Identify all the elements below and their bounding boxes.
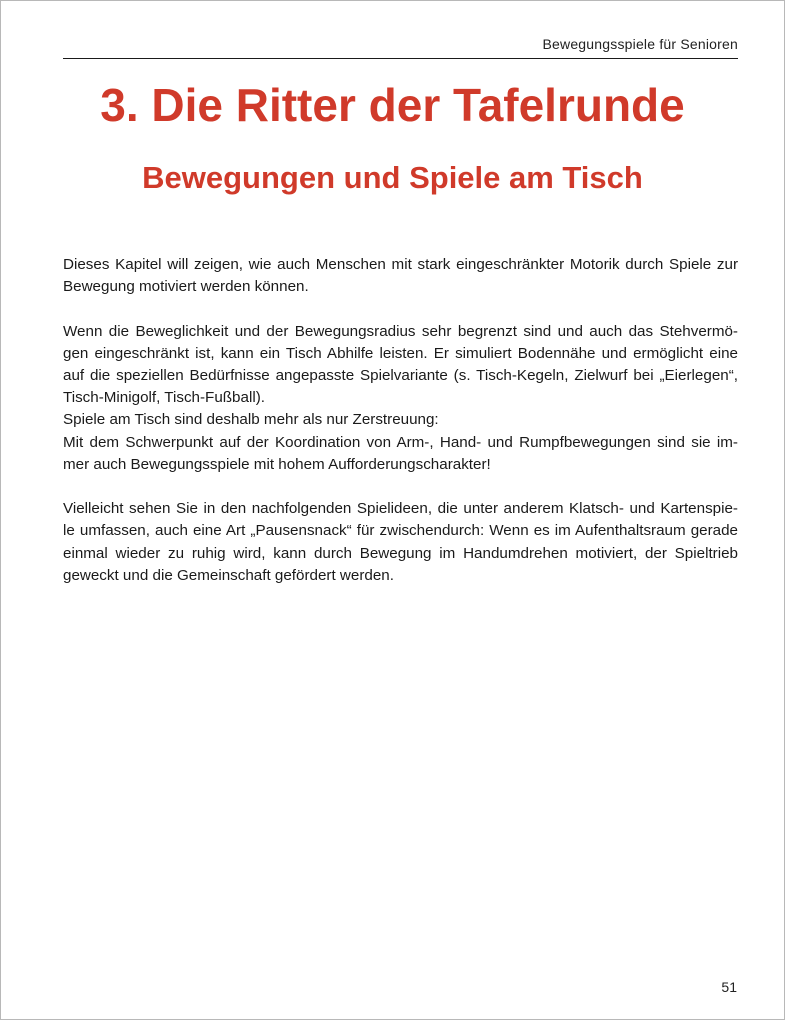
text-line: geweckt und die Gemeinschaft gefördert werden. — [63, 566, 394, 584]
text-line: Spiele am Tisch sind deshalb mehr als nur Zerstreuung: — [63, 411, 439, 429]
page-number: 51 — [721, 979, 737, 995]
chapter-subtitle: Bewegungen und Spiele am Tisch — [142, 160, 643, 195]
paragraph-1 — [63, 254, 738, 298]
text-line: auf die speziellen Bedürfnisse angepasste Spielvariante (s. Tisch-Kegeln, Zielwurf bei „Eierlegen“, — [63, 367, 738, 384]
text-line: gen eingeschränkt ist, kann ein Tisch Abhilfe leisten. Er simuliert Bodennähe und ermöglicht eine — [63, 344, 738, 362]
text-line: Tisch-Minigolf, Tisch-Fußball). — [63, 389, 265, 407]
text-line: Dieses Kapitel will zeigen, wie auch Menschen mit stark eingeschränkter Motorik durch Spiele zur — [63, 256, 738, 273]
running-header: Bewegungsspiele für Senioren — [542, 36, 738, 52]
text-line: Wenn die Beweglichkeit und der Bewegungsradius sehr begrenzt sind und auch das Stehvermö- — [63, 322, 738, 340]
header-rule — [63, 58, 738, 59]
body-text — [63, 254, 738, 609]
text-line: Bewegung motiviert werden können. — [63, 278, 309, 296]
text-line: Vielleicht sehen Sie in den nachfolgenden Spielideen, die unter anderem Klatsch- und Kartenspie- — [63, 500, 738, 518]
text-line: le umfassen, auch eine Art „Pausensnack“ für zwischendurch: Wenn es im Aufenthaltsraum gerade — [63, 522, 738, 540]
text-line: einmal wieder zu ruhig wird, kann durch Bewegung im Handumdrehen motiviert, der Spieltrieb — [63, 544, 738, 562]
paragraph-2 — [63, 321, 738, 476]
chapter-title: 3. Die Ritter der Tafelrunde — [100, 79, 685, 131]
paragraph-3 — [63, 498, 738, 587]
text-line: Mit dem Schwerpunkt auf der Koordination von Arm-, Hand- und Rumpfbewegungen sind sie im- — [63, 433, 738, 451]
text-line: mer auch Bewegungsspiele mit hohem Aufforderungscharakter! — [63, 455, 491, 473]
